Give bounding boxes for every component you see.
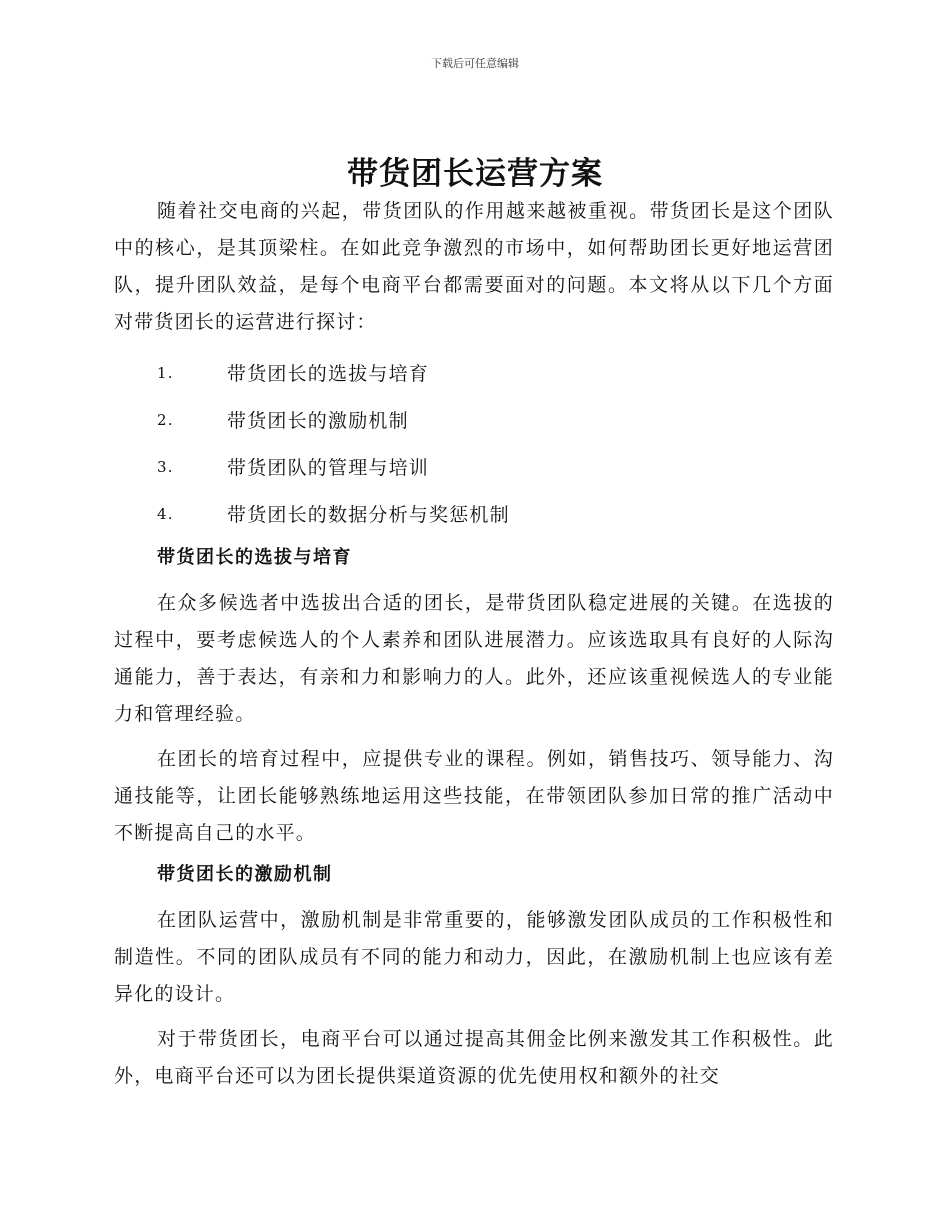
list-text: 带货团长的选拔与培育 [227,363,430,385]
document-body [114,193,834,1103]
list-item [114,396,834,443]
header-note: 下载后可任意编辑 [431,57,519,70]
topic-list [114,349,834,537]
section-heading: 带货团长的选拔与培育 [157,547,352,568]
section-paragraph: 对于带货团长，电商平台可以通过提高其佣金比例来激发其工作积极性。此外，电商平台还可以为团长提供渠道资源的优先使用权和额外的社交 [114,1028,834,1087]
list-item [114,490,834,537]
list-item [114,349,834,396]
list-number: 4. [157,504,174,523]
list-text: 带货团长的激励机制 [227,410,409,432]
document-title: 带货团长运营方案 [347,156,603,192]
list-text: 带货团长的数据分析与奖惩机制 [227,504,510,526]
section-heading: 带货团长的激励机制 [157,864,333,885]
list-text: 带货团队的管理与培训 [227,457,430,479]
section-paragraph: 在众多候选者中选拔出合适的团长，是带货团队稳定进展的关键。在选拔的过程中，要考虑候选人的个人素养和团队进展潜力。应该选取具有良好的人际沟通能力，善于表达，有亲和力和影响力的人。此外，还应该重视候选人的专业能力和管理经验。 [114,592,834,725]
section-paragraph: 在团长的培育过程中，应提供专业的课程。例如，销售技巧、领导能力、沟通技能等，让团长能够熟练地运用这些技能，在带领团队参加日常的推广活动中不断提高自己的水平。 [114,748,834,844]
list-number: 1. [157,363,174,382]
section-paragraph: 在团队运营中，激励机制是非常重要的，能够激发团队成员的工作积极性和制造性。不同的团队成员有不同的能力和动力，因此，在激励机制上也应该有差异化的设计。 [114,909,834,1005]
intro-paragraph: 随着社交电商的兴起，带货团队的作用越来越被重视。带货团长是这个团队中的核心，是其顶梁柱。在如此竞争激烈的市场中，如何帮助团长更好地运营团队，提升团队效益，是每个电商平台都需要面对的问题。本文将从以下几个方面对带货团长的运营进行探讨： [114,200,834,333]
list-item [114,443,834,490]
list-number: 3. [157,457,174,476]
list-number: 2. [157,410,174,429]
